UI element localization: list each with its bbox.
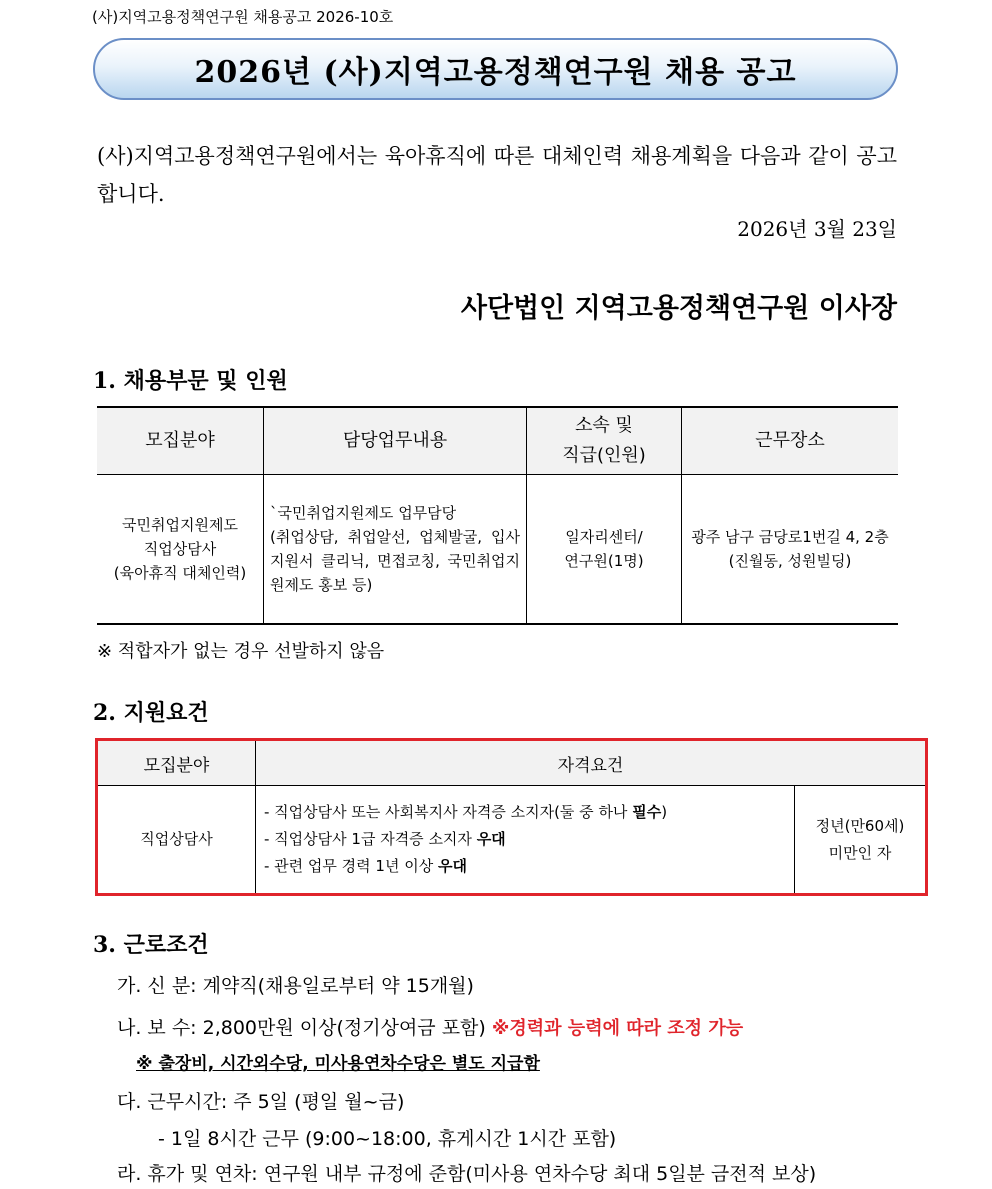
requirement-2: - 직업상담사 1급 자격증 소지자 우대 xyxy=(264,830,506,848)
announcement-number: (사)지역고용정책연구원 채용공고 2026-10호 xyxy=(92,8,394,26)
duty-line1: ˋ국민취업지원제도 업무담당 xyxy=(270,504,457,522)
section2-heading: 2. 지원요건 xyxy=(93,700,209,726)
condition-hours-detail: - 1일 8시간 근무 (9:00~18:00, 휴게시간 1시간 포함) xyxy=(158,1128,617,1150)
cell-affiliation xyxy=(527,475,682,625)
condition-status: 가. 신 분: 계약직(채용일로부터 약 15개월) xyxy=(117,975,474,997)
field-line3: (육아휴직 대체인력) xyxy=(113,564,247,582)
header-affiliation-line1: 소속 및 xyxy=(575,415,633,436)
condition-salary xyxy=(117,1013,743,1040)
cell-qualifications xyxy=(256,786,795,894)
table-row xyxy=(97,475,898,625)
selection-note: ※ 적합자가 없는 경우 선발하지 않음 xyxy=(97,641,385,662)
allowance-note: ※ 출장비, 시간외수당, 미사용연차수당은 별도 지급함 xyxy=(136,1054,540,1074)
salary-adjust-note: ※경력과 능력에 따라 조정 가능 xyxy=(491,1018,744,1039)
signature-line: 사단법인 지역고용정책연구원 이사장 xyxy=(460,293,897,324)
table-header-row xyxy=(97,407,898,475)
age-line1: 정년(만60세) xyxy=(815,816,905,835)
requirement-1: - 직업상담사 또는 사회복지사 자격증 소지자(둘 중 하나 필수) xyxy=(264,803,668,821)
workplace-line2: (진월동, 성원빌딩) xyxy=(728,552,852,570)
cell-workplace xyxy=(682,475,899,625)
page-title: 2026년 (사)지역고용정책연구원 채용 공고 xyxy=(194,55,797,90)
section1-heading: 1. 채용부문 및 인원 xyxy=(93,368,288,394)
announcement-date: 2026년 3월 23일 xyxy=(737,217,897,241)
cell-age-limit xyxy=(795,786,926,894)
recruitment-table xyxy=(97,406,898,625)
header-duty: 담당업무내용 xyxy=(264,407,527,475)
requirement-3: - 관련 업무 경력 1년 이상 우대 xyxy=(264,857,467,875)
affiliation-line2: 연구원(1명) xyxy=(564,552,644,570)
field-line1: 국민취업지원제도 xyxy=(122,516,238,534)
condition-hours: 다. 근무시간: 주 5일 (평일 월~금) xyxy=(117,1091,405,1113)
workplace-line1: 광주 남구 금당로1번길 4, 2층 xyxy=(691,528,889,546)
header-affiliation-line2: 직급(인원) xyxy=(562,445,646,466)
cell-field: 직업상담사 xyxy=(98,786,256,894)
table-row xyxy=(98,786,925,894)
header-workplace: 근무장소 xyxy=(682,407,899,475)
title-banner xyxy=(93,38,898,100)
cell-duty xyxy=(264,475,527,625)
age-line2: 미만인 자 xyxy=(828,843,892,862)
salary-text: 나. 보 수: 2,800만원 이상(정기상여금 포함) xyxy=(117,1017,486,1039)
intro-paragraph: (사)지역고용정책연구원에서는 육아휴직에 따른 대체인력 채용계획을 다음과 같이 공고합니다. xyxy=(97,144,897,206)
affiliation-line1: 일자리센터/ xyxy=(565,528,643,546)
table-header-row xyxy=(98,741,925,786)
duty-line2: (취업상담, 취업알선, 업체발굴, 입사지원서 클리닉, 면접코칭, 국민취업지원제도 홍보 등) xyxy=(270,528,520,594)
requirements-box xyxy=(95,738,928,896)
cell-field xyxy=(97,475,264,625)
section3-heading: 3. 근로조건 xyxy=(93,932,209,958)
header-field: 모집분야 xyxy=(98,741,256,786)
requirements-table xyxy=(98,741,925,893)
condition-leave: 라. 휴가 및 연차: 연구원 내부 규정에 준함(미사용 연차수당 최대 5일분 금전적 보상) xyxy=(117,1163,817,1185)
header-affiliation xyxy=(527,407,682,475)
header-field: 모집분야 xyxy=(97,407,264,475)
header-qualifications: 자격요건 xyxy=(256,741,926,786)
field-line2: 직업상담사 xyxy=(143,540,217,558)
